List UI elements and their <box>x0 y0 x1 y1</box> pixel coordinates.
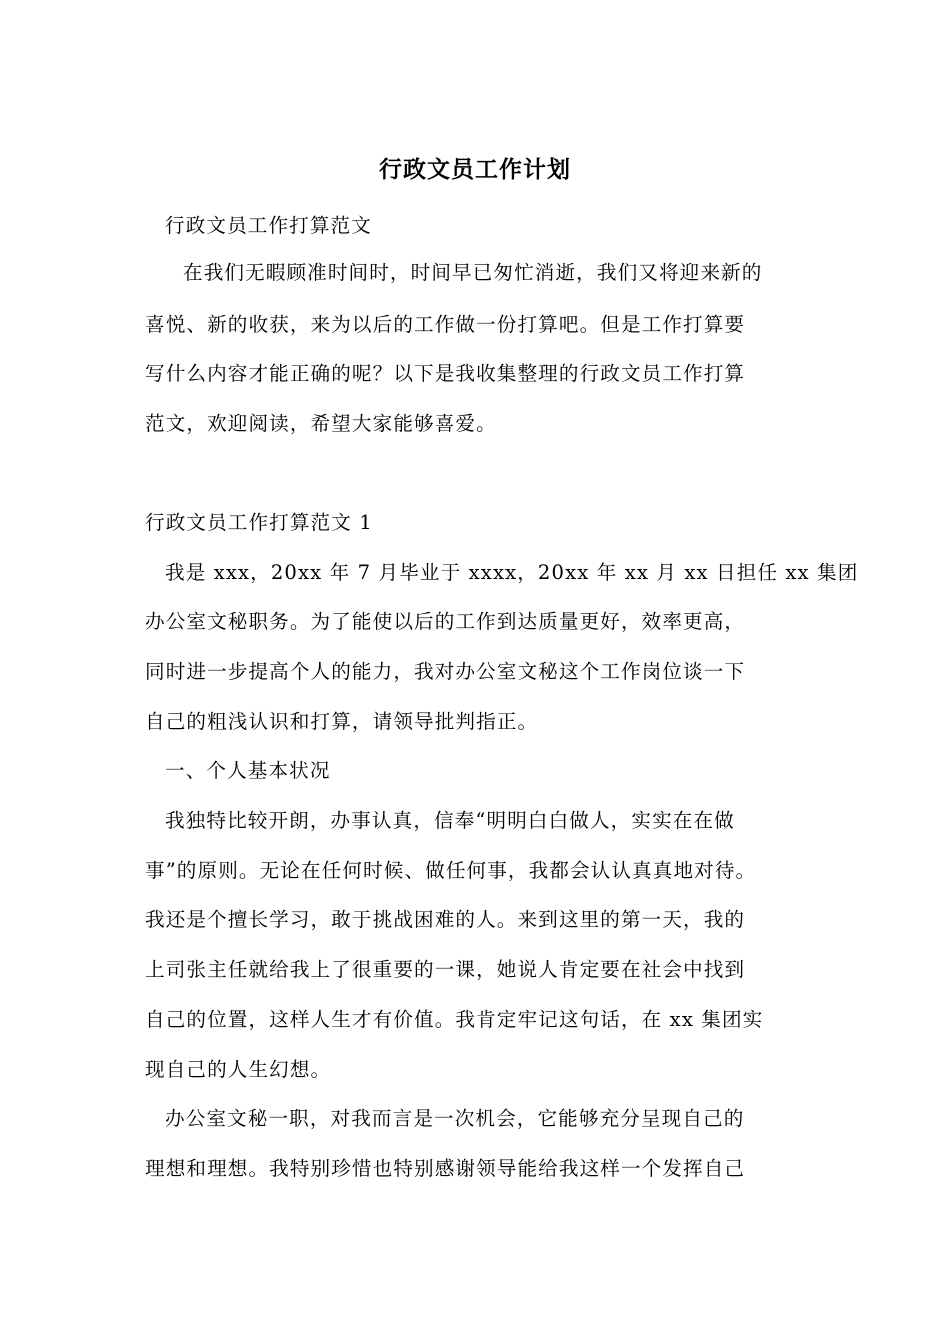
paragraph-line: 现自己的人生幻想。 <box>145 1058 332 1081</box>
subtitle-line: 行政文员工作打算范文 <box>165 214 372 237</box>
paragraph-line: 理想和理想。我特别珍惜也特别感谢领导能给我这样一个发挥自己 <box>145 1157 746 1180</box>
paragraph-line: 同时进一步提高个人的能力，我对办公室文秘这个工作岗位谈一下 <box>145 660 746 683</box>
paragraph-line: 自己的位置，这样人生才有价值。我肯定牢记这句话，在 xx 集团实 <box>145 1008 764 1031</box>
paragraph-line: 范文，欢迎阅读，希望大家能够喜爱。 <box>145 412 497 435</box>
paragraph-line: 写什么内容才能正确的呢？以下是我收集整理的行政文员工作打算 <box>145 362 746 385</box>
paragraph-line: 我独特比较开朗，办事认真，信奉“明明白白做人，实实在在做 <box>165 809 735 832</box>
paragraph-line: 自己的粗浅认识和打算，请领导批判指正。 <box>145 710 539 733</box>
paragraph-line: 上司张主任就给我上了很重要的一课，她说人肯定要在社会中找到 <box>145 958 746 981</box>
section-heading: 一、个人基本状况 <box>165 759 331 782</box>
paragraph-line: 我是 xxx，20xx 年 7 月毕业于 xxxx，20xx 年 xx 月 xx 日担任 xx 集团 <box>165 561 859 584</box>
paragraph-line: 喜悦、新的收获，来为以后的工作做一份打算吧。但是工作打算要 <box>145 313 746 336</box>
paragraph-line: 办公室文秘职务。为了能使以后的工作到达质量更好，效率更高， <box>145 610 746 633</box>
document-title: 行政文员工作计划 <box>379 156 571 183</box>
paragraph-line: 办公室文秘一职，对我而言是一次机会，它能够充分呈现自己的 <box>165 1107 745 1130</box>
section-heading: 行政文员工作打算范文 1 <box>145 511 373 534</box>
paragraph-line: 我还是个擅长学习，敢于挑战困难的人。来到这里的第一天，我的 <box>145 908 746 931</box>
paragraph-line: 事”的原则。无论在任何时候、做任何事，我都会认认真真地对待。 <box>145 859 757 882</box>
paragraph-line: 在我们无暇顾准时间时，时间早已匆忙消逝，我们又将迎来新的 <box>183 261 763 284</box>
